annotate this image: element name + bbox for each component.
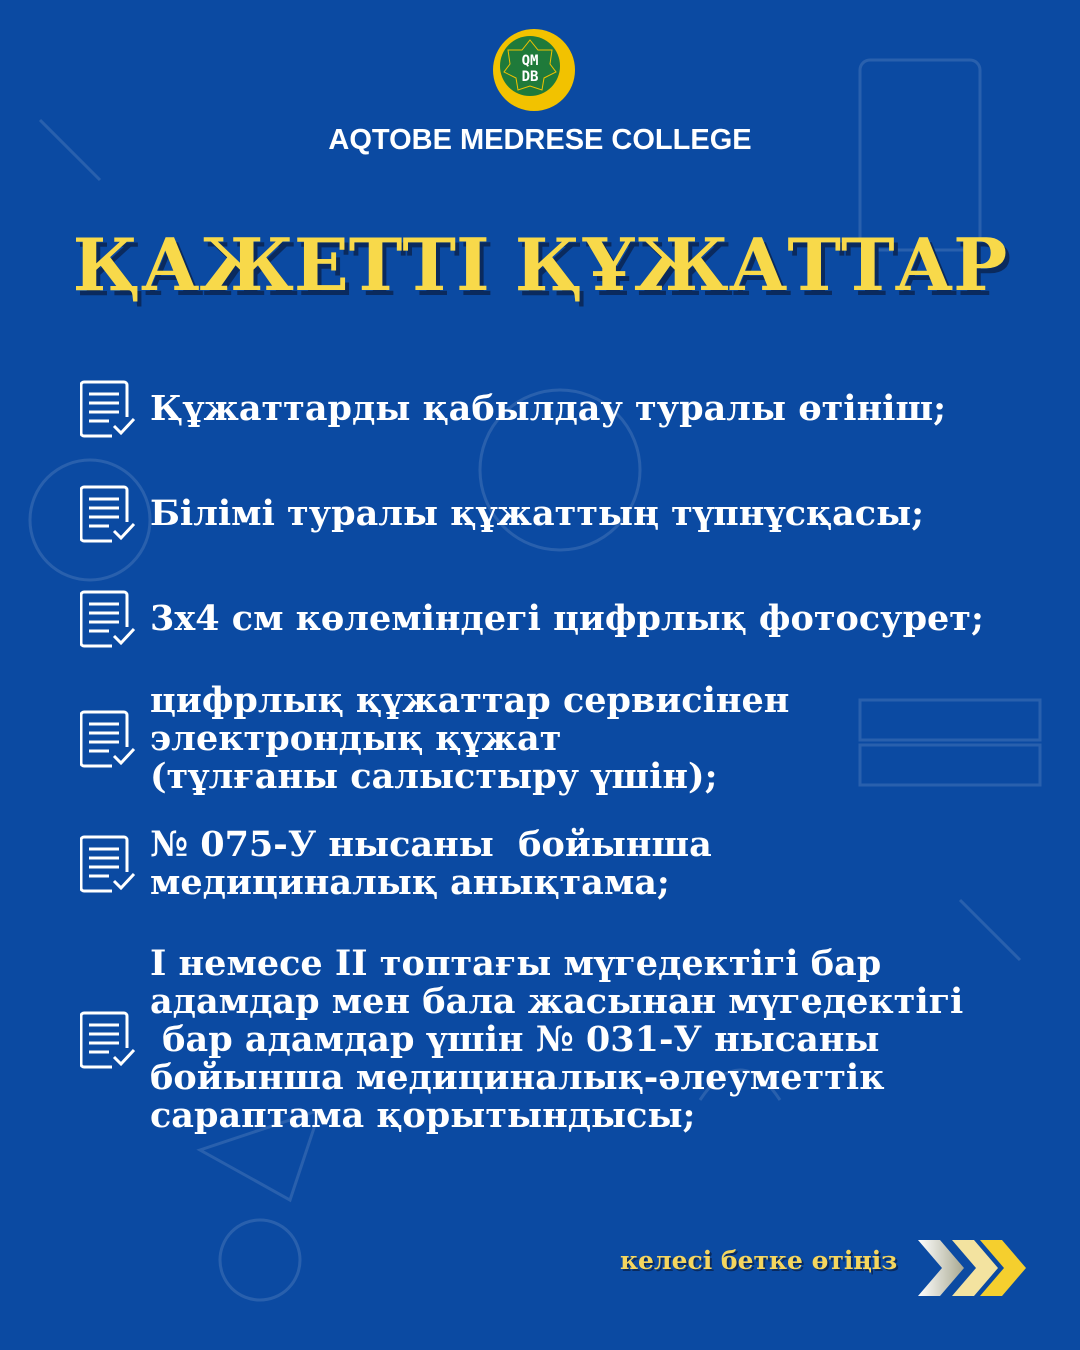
svg-text:DB: DB xyxy=(521,69,539,85)
item-text xyxy=(150,945,963,1135)
document-list-item xyxy=(80,485,924,543)
item-line: электрондық құжат xyxy=(150,718,562,759)
item-line: (тұлғаны салыстыру үшін); xyxy=(150,756,718,797)
college-logo xyxy=(492,28,576,112)
item-line: І немесе ІІ топтағы мүгедектігі бар xyxy=(150,943,882,984)
document-list-item xyxy=(80,590,984,648)
item-line: сараптама қорытындысы; xyxy=(150,1095,696,1136)
document-list-item xyxy=(80,826,712,902)
svg-text:QM: QM xyxy=(521,53,539,69)
item-text xyxy=(150,390,946,428)
checklist-document-icon xyxy=(80,590,136,648)
item-line: бойынша медициналық-әлеуметтік xyxy=(150,1057,885,1098)
next-page-label: келесі бетке өтіңіз xyxy=(620,1246,898,1275)
document-list-item xyxy=(80,380,946,438)
document-list-item xyxy=(80,682,789,796)
item-line: медициналық анықтама; xyxy=(150,862,670,903)
item-text xyxy=(150,826,712,902)
college-name: AQTOBE MEDRESE COLLEGE xyxy=(328,124,752,156)
document-list-item xyxy=(80,945,963,1135)
item-line: 3х4 см көлеміндегі цифрлық фотосурет; xyxy=(150,598,984,639)
item-text xyxy=(150,682,789,796)
item-text xyxy=(150,600,984,638)
item-text xyxy=(150,495,924,533)
checklist-document-icon xyxy=(80,1011,136,1069)
item-line: бар адамдар үшін № 031-У нысаны xyxy=(150,1019,880,1060)
checklist-document-icon xyxy=(80,710,136,768)
item-line: № 075-У нысаны бойынша xyxy=(150,824,712,865)
item-line: Құжаттарды қабылдау туралы өтініш; xyxy=(150,388,947,429)
page-title: ҚАЖЕТТІ ҚҰЖАТТАР xyxy=(72,222,1008,307)
item-line: цифрлық құжаттар сервисінен xyxy=(150,680,790,721)
item-line: адамдар мен бала жасынан мүгедектігі xyxy=(150,981,964,1022)
checklist-document-icon xyxy=(80,835,136,893)
item-line: Білімі туралы құжаттың түпнұсқасы; xyxy=(150,493,925,534)
chevrons-right-icon xyxy=(918,1240,1028,1296)
checklist-document-icon xyxy=(80,380,136,438)
checklist-document-icon xyxy=(80,485,136,543)
